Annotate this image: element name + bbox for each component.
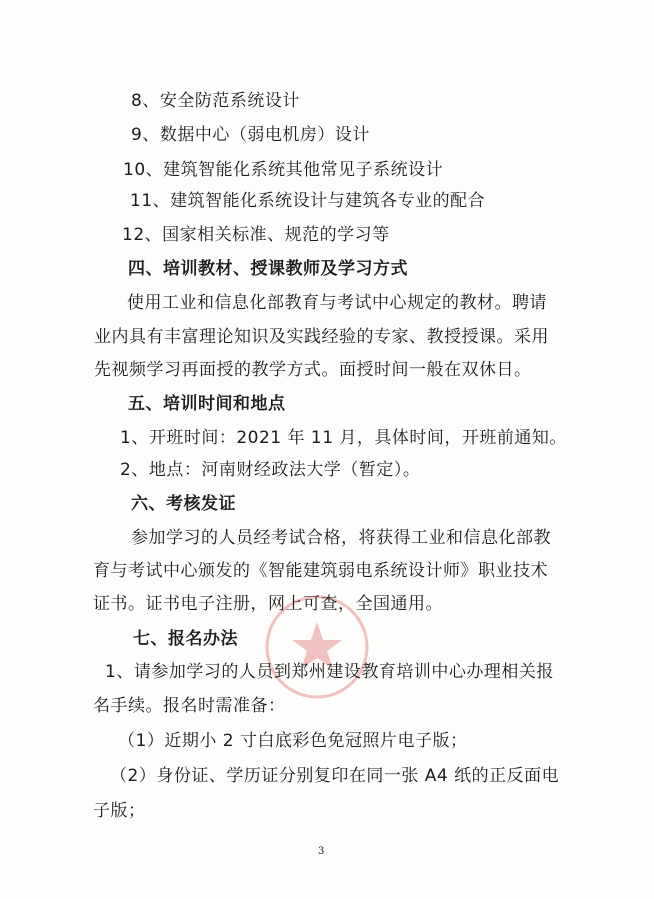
section-7-para-line-1: 1、请参加学习的人员到郑州建设教育培训中心办理相关报 bbox=[105, 662, 554, 682]
section-7-item-2-cont: 子版； bbox=[93, 801, 146, 821]
section-4-para-line-3: 先视频学习再面授的教学方式。面授时间一般在双休日。 bbox=[94, 360, 532, 380]
section-5-item-1: 1、开班时间：2021 年 11 月，具体时间，开班前通知。 bbox=[120, 428, 567, 448]
list-item-12: 12、国家相关标准、规范的学习等 bbox=[122, 225, 390, 245]
section-7-item-2: （2）身份证、学历证分别复印在同一张 A4 纸的正反面电 bbox=[110, 766, 560, 786]
section-5-heading: 五、培训时间和地点 bbox=[128, 394, 286, 414]
list-item-10: 10、建筑智能化系统其他常见子系统设计 bbox=[123, 160, 444, 180]
section-5-item-2: 2、地点：河南财经政法大学（暂定）。 bbox=[120, 460, 421, 480]
section-4-heading: 四、培训教材、授课教师及学习方式 bbox=[128, 259, 408, 279]
section-4-para-line-2: 业内具有丰富理论知识及实践经验的专家、教授授课。采用 bbox=[94, 327, 549, 347]
section-7-heading: 七、报名办法 bbox=[133, 629, 238, 649]
section-4-para-line-1: 使用工业和信息化部教育与考试中心规定的教材。聘请 bbox=[127, 293, 547, 313]
section-6-para-line-2: 育与考试中心颁发的《智能建筑弱电系统设计师》职业技术 bbox=[93, 561, 548, 581]
section-7-para-line-2: 名手续。报名时需准备： bbox=[93, 696, 286, 716]
list-item-11: 11、建筑智能化系统设计与建筑各专业的配合 bbox=[130, 191, 486, 211]
section-7-item-1: （1）近期小 2 寸白底彩色免冠照片电子版； bbox=[118, 731, 468, 751]
section-6-para-line-3: 证书。证书电子注册，网上可查，全国通用。 bbox=[93, 594, 443, 614]
section-6-para-line-1: 参加学习的人员经考试合格，将获得工业和信息化部教 bbox=[131, 528, 551, 548]
list-item-9: 9、数据中心（弱电机房）设计 bbox=[131, 125, 370, 145]
section-6-heading: 六、考核发证 bbox=[131, 494, 236, 514]
list-item-8: 8、安全防范系统设计 bbox=[131, 91, 300, 111]
page-number: 3 bbox=[318, 846, 325, 857]
